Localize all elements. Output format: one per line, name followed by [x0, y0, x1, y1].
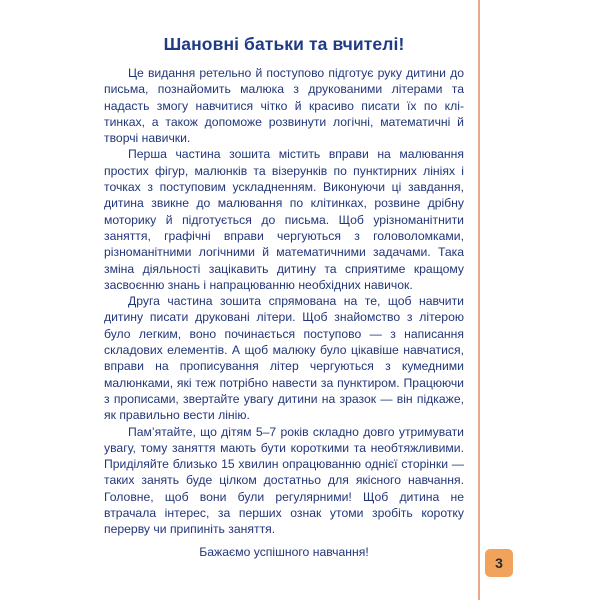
page-number-badge: 3 — [485, 549, 513, 577]
paragraph-intro: Це видання ретельно й поступово підготує руку дитини до письма, познайомить малюка з друкованими літерами та надасть змогу навчитися чітко й красиво писати їх по клітинках, а також допоможе розвинути логічні, математичні й творчі навички. — [104, 66, 464, 146]
closing-line: Бажаємо успішного навчання! — [199, 544, 369, 559]
margin-rule — [478, 0, 480, 600]
page-title: Шановні батьки та вчителі! — [163, 34, 405, 54]
paragraph-part-two: Друга частина зошита спрямована на те, щоб навчити дитину писати друковані літери. Щоб знайомство з літерою було легким, воно починається поступово — з написання складових елементів. А щоб малюку було цікавіше навчатися, вправи на прописування літер чергуються з кумедними малюнками, які теж потрібно навести за пунктиром. Працюючи з прописами, звертайте увагу дитини на зразок — він підкаже, як правильно вести лінію. — [104, 294, 464, 423]
paragraph-part-one: Перша частина зошита містить вправи на малювання простих фігур, малюнків та візерунків по пунктирних лініях і точках з поступовим ускладненням. Виконуючи ці завдання, дитина звикне до малювання по клітинках, розвине дрібну моторику й підготується до письма. Щоб урізноманітнити заняття, графічні вправи чергуються з головоломками, різноманітними логічними й математичними задачами. Така зміна діяльності зацікавить дитину та сприятиме кращому засвоєнню знань і напрацюванню необхідних навичок. — [104, 147, 464, 292]
text-column — [104, 34, 464, 560]
paragraph-advice: Пам’ятайте, що дітям 5–7 років складно довго утримувати увагу, тому заняття мають бути короткими та необтяжливими. Приділяйте близько 15 хвилин опрацюванню однієї сторінки — таких занять буде цілком достатньо для якісного навчання. Головне, щоб вони були регулярними! Щоб дитина не втрачала інтерес, за перших ознак утоми зробіть коротку перерву чи припиніть заняття. — [104, 424, 464, 537]
